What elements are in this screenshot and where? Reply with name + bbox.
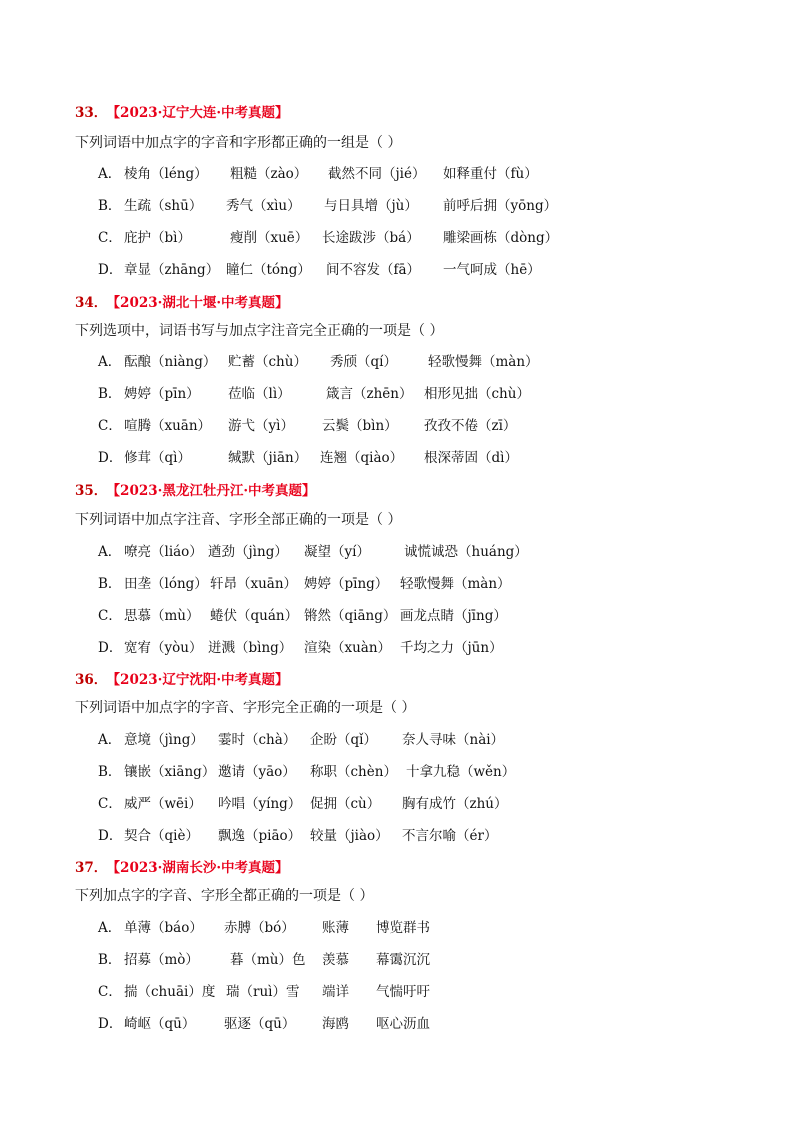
option-item: 贮蓄（chù） — [228, 354, 307, 370]
option-item: 前呼后拥（yōng） — [443, 198, 558, 214]
option-item: 镶嵌（xiāng） — [124, 764, 216, 780]
question-stem: 下列词语中加点字注音、字形全部正确的一项是（ ） — [75, 512, 402, 528]
option-item: 云鬓（bìn） — [322, 418, 398, 434]
option-label: C． — [98, 608, 122, 624]
question-number: 34． — [75, 295, 108, 311]
option-item: 暮（mù）色 — [230, 952, 306, 968]
question-source: 【2023·湖南长沙·中考真题】 — [113, 860, 289, 876]
option-item: 长途跋涉（bá） — [322, 230, 420, 246]
option-item: 揣（chuāi）度 — [124, 984, 216, 1000]
option-label: D． — [98, 640, 123, 656]
option-item: 莅临（lì） — [228, 386, 291, 402]
option-label: B． — [98, 764, 122, 780]
option-item: 喧腾（xuān） — [124, 418, 212, 434]
option-item: 幕霭沉沉 — [376, 952, 430, 968]
option-item: 庇护（bì） — [124, 230, 191, 246]
option-item: 瘦削（xuē） — [230, 230, 309, 246]
option-label: A． — [98, 166, 122, 182]
option-item: 羡慕 — [322, 952, 349, 968]
option-item: 如释重付（fù） — [443, 166, 538, 182]
question-number: 37． — [75, 860, 108, 876]
option-item: 孜孜不倦（zī） — [424, 418, 517, 434]
question-37-header — [75, 856, 289, 876]
option-item: 招募（mò） — [124, 952, 199, 968]
option-item: 单薄（báo） — [124, 920, 203, 936]
option-item: 飘逸（piāo） — [218, 828, 302, 844]
question-stem: 下列加点字的字音、字形全都正确的一项是（ ） — [75, 888, 374, 904]
option-item: 间不容发（fā） — [326, 262, 421, 278]
option-label: C． — [98, 984, 122, 1000]
option-label: B． — [98, 576, 122, 592]
option-item: 十拿九稳（wěn） — [406, 764, 516, 780]
option-label: B． — [98, 198, 122, 214]
option-item: 宽宥（yòu） — [124, 640, 203, 656]
option-item: 箴言（zhēn） — [326, 386, 413, 402]
option-item: 游弋（yì） — [228, 418, 294, 434]
option-item: 秀颀（qí） — [330, 354, 397, 370]
option-item: 连翘（qiào） — [320, 450, 404, 466]
option-item: 思慕（mù） — [124, 608, 200, 624]
option-item: 嘹亮（liáo） — [124, 544, 203, 560]
question-36-header — [75, 668, 289, 688]
option-item: 千均之力（jūn） — [400, 640, 503, 656]
option-item: 凝望（yí） — [304, 544, 370, 560]
option-item: 迸溅（bìng） — [208, 640, 293, 656]
question-34-header — [75, 291, 289, 311]
option-item: 修茸（qì） — [124, 450, 191, 466]
option-item: 秀气（xìu） — [226, 198, 301, 214]
option-item: 娉婷（pīn） — [124, 386, 200, 402]
option-label: D． — [98, 262, 123, 278]
question-35-header — [75, 479, 316, 499]
option-item: 酝酿（niàng） — [124, 354, 217, 370]
option-label: A． — [98, 354, 122, 370]
option-item: 呕心沥血 — [376, 1016, 430, 1032]
option-item: 与日具增（jù） — [324, 198, 418, 214]
option-label: A． — [98, 544, 122, 560]
option-item: 缄默（jiān） — [228, 450, 308, 466]
option-item: 威严（wēi） — [124, 796, 202, 812]
option-item: 促拥（cù） — [310, 796, 381, 812]
question-source: 【2023·湖北十堰·中考真题】 — [113, 295, 289, 311]
option-item: 吟唱（yíng） — [218, 796, 302, 812]
option-item: 相形见拙（chù） — [424, 386, 530, 402]
option-label: C． — [98, 230, 122, 246]
option-item: 霎时（chà） — [218, 732, 297, 748]
option-item: 驱逐（qū） — [224, 1016, 296, 1032]
option-item: 轻歌慢舞（màn） — [400, 576, 511, 592]
option-item: 称职（chèn） — [310, 764, 397, 780]
option-item: 田垄（lóng） — [124, 576, 208, 592]
option-item: 不言尔喻（ér） — [402, 828, 498, 844]
option-item: 意境（jìng） — [124, 732, 204, 748]
option-item: 端详 — [322, 984, 349, 1000]
question-number: 36． — [75, 672, 108, 688]
option-item: 博览群书 — [376, 920, 430, 936]
option-item: 雕梁画栋（dòng） — [443, 230, 559, 246]
question-number: 35． — [75, 483, 108, 499]
option-item: 锵然（qiāng） — [304, 608, 397, 624]
option-item: 渲染（xuàn） — [304, 640, 392, 656]
option-item: 轻歌慢舞（màn） — [428, 354, 539, 370]
option-item: 生疏（shū） — [124, 198, 203, 214]
question-stem: 下列词语中加点字的字音、字形完全正确的一项是（ ） — [75, 700, 416, 716]
option-item: 赤膊（bó） — [224, 920, 295, 936]
option-label: A． — [98, 920, 122, 936]
option-label: D． — [98, 450, 123, 466]
option-item: 截然不同（jié） — [328, 166, 426, 182]
option-label: C． — [98, 418, 122, 434]
option-item: 棱角（léng） — [124, 166, 208, 182]
option-label: A． — [98, 732, 122, 748]
option-item: 诚慌诚恐（huáng） — [404, 544, 528, 560]
question-33-header — [75, 101, 289, 121]
question-source: 【2023·辽宁沈阳·中考真题】 — [113, 672, 289, 688]
option-item: 瑞（ruì）雪 — [226, 984, 300, 1000]
option-item: 较量（jiào） — [310, 828, 389, 844]
option-item: 奈人寻味（nài） — [402, 732, 505, 748]
option-item: 海鸥 — [322, 1016, 349, 1032]
question-source: 【2023·辽宁大连·中考真题】 — [113, 105, 289, 121]
option-item: 崎岖（qū） — [124, 1016, 196, 1032]
option-item: 粗糙（zào） — [230, 166, 308, 182]
option-item: 根深蒂固（dì） — [424, 450, 518, 466]
option-item: 一气呵成（hē） — [443, 262, 541, 278]
option-item: 企盼（qǐ） — [310, 732, 377, 748]
option-item: 遒劲（jìng） — [208, 544, 288, 560]
option-item: 账薄 — [322, 920, 349, 936]
option-item: 蜷伏（quán） — [210, 608, 299, 624]
question-stem: 下列选项中，词语书写与加点字注音完全正确的一项是（ ） — [75, 323, 444, 339]
option-item: 瞳仁（tóng） — [226, 262, 311, 278]
question-source: 【2023·黑龙江牡丹江·中考真题】 — [113, 483, 316, 499]
option-label: B． — [98, 386, 122, 402]
option-item: 章显（zhāng） — [124, 262, 220, 278]
option-label: D． — [98, 1016, 123, 1032]
option-label: D． — [98, 828, 123, 844]
option-label: C． — [98, 796, 122, 812]
option-item: 邀请（yāo） — [218, 764, 296, 780]
option-item: 轩昂（xuān） — [210, 576, 298, 592]
option-item: 胸有成竹（zhú） — [402, 796, 508, 812]
question-stem: 下列词语中加点字的字音和字形都正确的一组是（ ） — [75, 135, 402, 151]
option-item: 画龙点睛（jīng） — [400, 608, 507, 624]
option-label: B． — [98, 952, 122, 968]
option-item: 娉婷（pīng） — [304, 576, 389, 592]
question-number: 33． — [75, 105, 108, 121]
option-item: 契合（qiè） — [124, 828, 199, 844]
option-item: 气惴吁吁 — [376, 984, 430, 1000]
